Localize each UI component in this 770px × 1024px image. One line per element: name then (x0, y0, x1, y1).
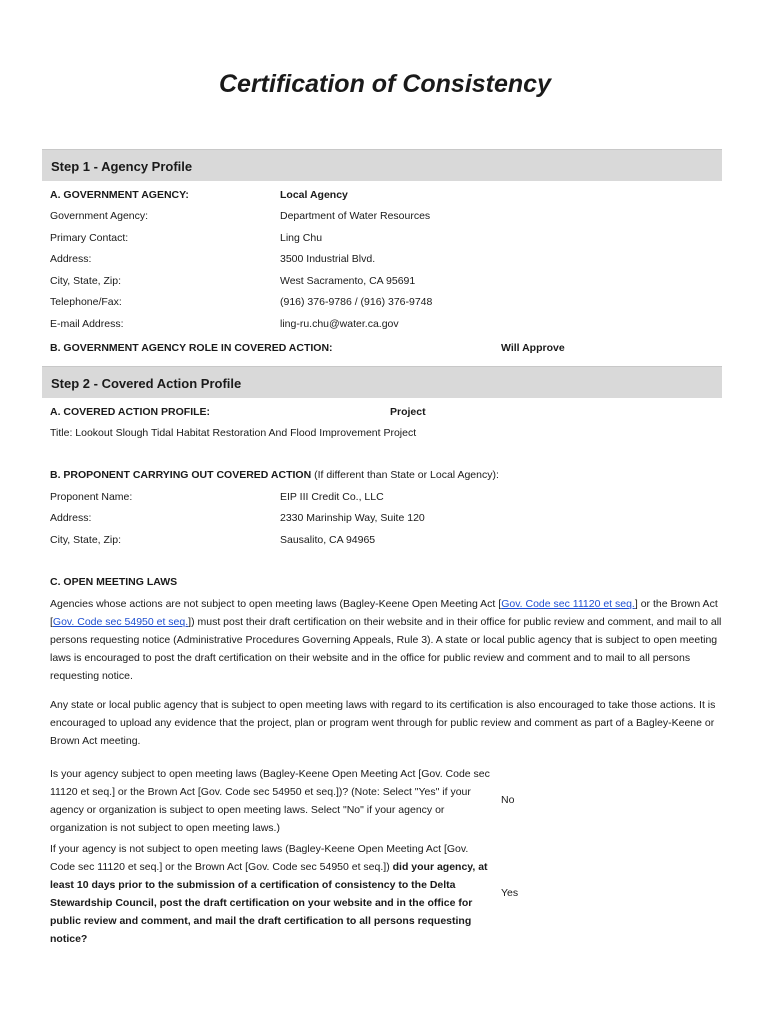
agency-role-value: Will Approve (501, 342, 565, 354)
question-bold-text: did your agency, at least 10 days prior to the submission of a certification of consistency to the Delta Stewardship Council, post the draft certification on your website and in the office for public review and comment, and mail the draft certification to all persons requesting notice? (50, 861, 488, 945)
row-value: EIP III Credit Co., LLC (280, 491, 384, 503)
question-posting (50, 840, 495, 948)
para-text: Agencies whose actions are not subject to open meeting laws (Bagley-Keene Open Meeting Act [ (50, 598, 502, 610)
covered-action-label: A. COVERED ACTION PROFILE: (50, 406, 211, 418)
encouraged-paragraph: Any state or local public agency that is subject to open meeting laws with regard to its certification is also encouraged to take those actions. It is encouraged to upload any evidence that the project, plan or program went through for public review and comment as part of a Bagley-Keene or Brown Act meeting. (50, 699, 716, 747)
answer-posting: Yes (501, 887, 519, 899)
proponent-note: (If different than State or Local Agency): (311, 469, 499, 481)
question-text: If your agency is not subject to open meeting laws (Bagley-Keene Open Meeting Act [Gov. Code sec 11120 et seq.] or the Brown Act [Gov. Code sec 54950 et seq.]) (50, 843, 469, 873)
row-label: Address: (50, 512, 92, 524)
step1-header-text: Step 1 - Agency Profile (51, 159, 193, 174)
agency-role-label: B. GOVERNMENT AGENCY ROLE IN COVERED ACTION: (50, 342, 333, 354)
proponent-label: B. PROPONENT CARRYING OUT COVERED ACTION (50, 469, 312, 481)
open-meeting-heading: C. OPEN MEETING LAWS (50, 576, 178, 588)
row-value: Sausalito, CA 94965 (280, 534, 376, 546)
row-value: 3500 Industrial Blvd. (280, 253, 376, 265)
row-value: Ling Chu (280, 232, 323, 244)
answer-open-meeting: No (501, 794, 515, 806)
row-label: Proponent Name: (50, 491, 133, 503)
step2-header (42, 366, 722, 398)
question-open-meeting: Is your agency subject to open meeting laws (Bagley-Keene Open Meeting Act [Gov. Code sec 11120 et seq.] or the Brown Act [Gov. Code sec 54950 et seq.])? (Note: Select "Yes" if your agency or organization is subject to open meeting laws. Select "No" if your agency or organization is not subject to open meeting laws.) (50, 768, 490, 834)
gov-agency-type: Local Agency (280, 189, 348, 201)
row-value: 2330 Marinship Way, Suite 120 (280, 512, 425, 524)
step2-header-text: Step 2 - Covered Action Profile (51, 376, 242, 391)
row-value: Department of Water Resources (280, 210, 431, 222)
gov-agency-label: A. GOVERNMENT AGENCY: (50, 189, 189, 201)
open-meeting-paragraph (50, 595, 722, 685)
proponent-heading (50, 469, 499, 481)
row-value: (916) 376-9786 / (916) 376-9748 (280, 296, 433, 308)
row-label: City, State, Zip: (50, 534, 121, 546)
row-label: Address: (50, 253, 92, 265)
covered-action-type: Project (390, 406, 426, 418)
row-value: ling-ru.chu@water.ca.gov (280, 318, 399, 330)
row-value: West Sacramento, CA 95691 (280, 275, 416, 287)
row-label: Telephone/Fax: (50, 296, 122, 308)
row-label: E-mail Address: (50, 318, 124, 330)
page-title: Certification of Consistency (219, 70, 551, 98)
para-text: ]) must post their draft certification on their website and in their office for public review and comment, and mail to all persons requesting notice (Administrative Procedures Governing Appeals, Rule 3). A state or local public agency that is subject to open meeting laws is encouraged to post the draft certification on their website and in the office for public review and comment and to mail to all persons requesting notice. (50, 616, 722, 682)
para-text: ] or the Brown Act [ (50, 598, 718, 628)
row-label: Government Agency: (50, 210, 149, 222)
gov-code-11120-link[interactable]: Gov. Code sec 11120 et seq. (501, 598, 635, 610)
gov-code-54950-link[interactable]: Gov. Code sec 54950 et seq. (52, 616, 189, 628)
step1-header (42, 149, 722, 181)
row-label: Primary Contact: (50, 232, 129, 244)
row-label: City, State, Zip: (50, 275, 121, 287)
project-title: Title: Lookout Slough Tidal Habitat Restoration And Flood Improvement Project (50, 427, 417, 439)
